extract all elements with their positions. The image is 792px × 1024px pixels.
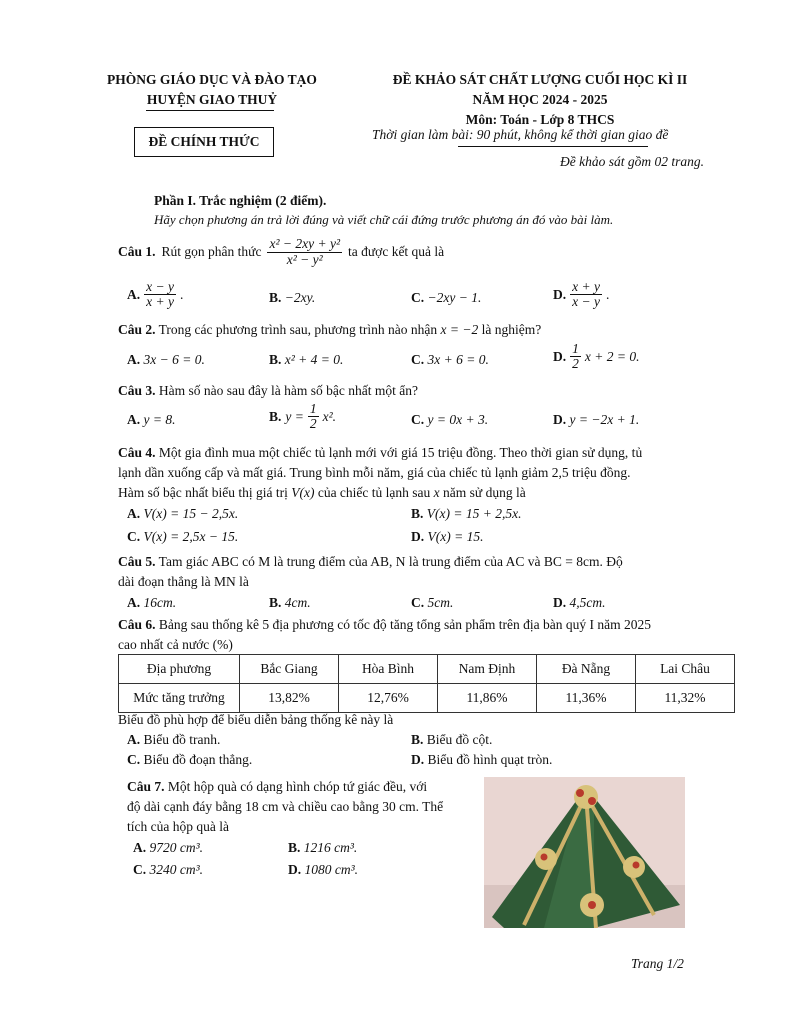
page-number: Trang 1/2 <box>631 956 684 971</box>
option-label: A. <box>127 732 141 747</box>
question-label: Câu 6. <box>118 617 156 632</box>
option-label: C. <box>127 752 141 767</box>
school-year: NĂM HỌC 2024 - 2025 <box>472 92 608 107</box>
department-line-1: PHÒNG GIÁO DỤC VÀ ĐÀO TẠO <box>107 72 317 87</box>
table-cell: Hòa Bình <box>339 655 438 684</box>
option-text: V(x) = 15 + 2,5x. <box>426 506 522 521</box>
option-c[interactable] <box>411 412 488 428</box>
option-text: 1216 cm³. <box>303 840 358 855</box>
question-6 <box>118 615 651 655</box>
question-variable: x <box>433 485 440 500</box>
option-c[interactable] <box>411 290 481 306</box>
question-line-1: Tam giác ABC có M là trung điểm của AB, N là trung điểm của AC và BC = 8cm. Độ <box>158 554 623 569</box>
option-b[interactable] <box>288 840 357 856</box>
question-line-1: Một hộp quà có dạng hình chóp tứ giác đều, với <box>167 779 428 794</box>
option-text: Biểu đồ tranh. <box>143 732 221 747</box>
option-label: A. <box>127 595 141 610</box>
option-label: D. <box>553 412 567 427</box>
option-text: 3x − 6 = 0. <box>143 352 205 367</box>
header-underline <box>146 110 274 111</box>
table-cell: Nam Định <box>438 655 537 684</box>
option-d[interactable] <box>288 862 358 878</box>
question-line-3: tích của hộp quà là <box>127 819 229 834</box>
option-c[interactable] <box>411 352 489 368</box>
table-cell: 11,36% <box>537 684 636 713</box>
bow-top <box>574 785 598 809</box>
question-label: Câu 3. <box>118 383 156 398</box>
question-condition: x = −2 <box>440 322 479 337</box>
berry <box>576 789 584 797</box>
fraction-numerator: x² − 2xy + y² <box>269 236 340 252</box>
subject: Môn: Toán - Lớp 8 THCS <box>465 112 615 127</box>
option-label: C. <box>411 412 425 427</box>
table-row <box>119 684 735 713</box>
question-line-1: Bảng sau thống kê 5 địa phương có tốc độ tăng tổng sản phẩm trên địa bàn quý I năm 2025 <box>158 617 652 632</box>
page-count: Đề khảo sát gồm 02 trang. <box>560 154 704 169</box>
table-cell: Đà Nẵng <box>537 655 636 684</box>
option-label: D. <box>411 529 425 544</box>
option-a[interactable] <box>127 506 238 522</box>
option-d[interactable] <box>553 342 639 371</box>
option-text: y = <box>285 408 304 424</box>
option-text: V(x) = 15. <box>427 529 484 544</box>
option-b[interactable] <box>269 352 343 368</box>
question-4 <box>118 443 690 503</box>
option-text: y = 8. <box>143 412 176 427</box>
fraction <box>570 280 602 309</box>
option-d[interactable] <box>553 595 606 611</box>
option-label: C. <box>411 595 425 610</box>
fraction-numerator: x − y <box>146 279 174 294</box>
question-3 <box>118 383 418 399</box>
fraction-denominator: 2 <box>309 416 317 432</box>
option-label: C. <box>127 529 141 544</box>
option-text: V(x) = 15 − 2,5x. <box>143 506 239 521</box>
option-b[interactable] <box>269 402 336 431</box>
question-line-2: lạnh dần xuống cấp và mất giá. Trung bình mỗi năm, giá của chiếc tủ lạnh giảm 2,5 triệu đồng. <box>118 465 631 480</box>
option-label: D. <box>553 286 567 302</box>
option-label: A. <box>127 286 141 302</box>
table-cell: Lai Châu <box>636 655 735 684</box>
option-a[interactable] <box>133 840 203 856</box>
option-a[interactable] <box>127 595 176 611</box>
fraction-numerator: 1 <box>309 401 317 416</box>
option-label: D. <box>288 862 302 877</box>
table-cell: 11,86% <box>438 684 537 713</box>
part-title: Phần I. Trắc nghiệm (2 điểm). <box>154 193 327 208</box>
option-text: Biểu đồ cột. <box>426 732 493 747</box>
option-label: D. <box>553 348 567 364</box>
option-label: B. <box>269 352 282 367</box>
question-line-2: dài đoạn thẳng là MN là <box>118 574 249 589</box>
table-cell: Mức tăng trưởng <box>119 684 240 713</box>
option-label: C. <box>411 352 425 367</box>
question-function: V(x) <box>291 485 315 500</box>
option-b[interactable] <box>269 595 311 611</box>
question-7 <box>127 777 443 837</box>
option-d[interactable] <box>411 752 552 768</box>
option-d[interactable] <box>411 529 483 545</box>
option-text: 9720 cm³. <box>149 840 204 855</box>
berry <box>588 901 596 909</box>
option-d[interactable] <box>553 412 639 428</box>
part-instruction: Hãy chọn phương án trả lời đúng và viết chữ cái đứng trước phương án đó vào bài làm. <box>154 212 614 227</box>
option-text: x² + 4 = 0. <box>284 352 344 367</box>
fraction <box>267 237 342 266</box>
official-badge: ĐỀ CHÍNH THỨC <box>134 127 274 157</box>
fraction-denominator: x² − y² <box>286 251 323 267</box>
question-2 <box>118 322 541 338</box>
question-text: Hàm số bậc nhất biểu thị giá trị <box>118 485 288 500</box>
option-a[interactable] <box>127 732 220 748</box>
question-6-after: Biểu đồ phù hợp để biểu diễn bảng thống kê này là <box>118 712 394 727</box>
question-text: năm sử dụng là <box>443 485 526 500</box>
option-label: A. <box>127 506 141 521</box>
fraction-denominator: 2 <box>572 356 579 372</box>
question-line-2: cao nhất cả nước (%) <box>118 637 233 652</box>
option-b[interactable] <box>411 732 492 748</box>
option-text: y = 0x + 3. <box>427 412 489 427</box>
exam-title-block <box>360 70 720 130</box>
option-label: C. <box>411 290 425 305</box>
question-text: Trong các phương trình sau, phương trình nào nhận <box>158 322 438 337</box>
question-1 <box>118 232 444 272</box>
option-text: 16cm. <box>143 595 177 610</box>
question-label: Câu 4. <box>118 445 156 460</box>
fraction <box>570 342 581 371</box>
question-line-1: Một gia đình mua một chiếc tủ lạnh mới với giá 15 triệu đồng. Theo thời gian sử dụng, tủ <box>158 445 643 460</box>
department-line-2: HUYỆN GIAO THUỶ <box>146 92 278 107</box>
question-line-2: độ dài cạnh đáy bằng 18 cm và chiều cao bằng 30 cm. Thể <box>127 799 444 814</box>
fraction <box>308 402 319 431</box>
question-text: của chiếc tủ lạnh sau <box>317 485 431 500</box>
option-b[interactable] <box>411 506 521 522</box>
fraction-denominator: x + y <box>146 294 174 310</box>
question-label: Câu 1. <box>118 244 156 259</box>
question-text: Rút gọn phân thức <box>161 244 262 259</box>
option-label: C. <box>133 862 147 877</box>
question-label: Câu 2. <box>118 322 156 337</box>
option-c[interactable] <box>133 862 203 878</box>
duration-underline <box>458 146 648 147</box>
option-c[interactable] <box>411 595 453 611</box>
option-text: 1080 cm³. <box>304 862 359 877</box>
option-a[interactable]: A. $\frac{x - y}{x + y}$ . <box>127 279 184 310</box>
option-text: V(x) = 2,5x − 15. <box>143 529 239 544</box>
option-b[interactable] <box>269 290 315 306</box>
table-header-row <box>119 655 735 684</box>
table-cell: Địa phương <box>119 655 240 684</box>
option-label: D. <box>553 595 567 610</box>
option-text: −2xy. <box>284 290 316 305</box>
option-c[interactable] <box>127 529 238 545</box>
option-label: A. <box>133 840 147 855</box>
exam-title: ĐỀ KHẢO SÁT CHẤT LƯỢNG CUỐI HỌC KÌ II <box>392 72 688 87</box>
table-cell: 12,76% <box>339 684 438 713</box>
question-label: Câu 7. <box>127 779 165 794</box>
option-label: B. <box>269 290 282 305</box>
option-label: B. <box>411 506 424 521</box>
question-text-after: là nghiệm? <box>481 322 542 337</box>
question-text-after: ta được kết quả là <box>348 244 445 259</box>
option-label: A. <box>127 412 141 427</box>
option-text: 5cm. <box>427 595 454 610</box>
berry <box>588 797 596 805</box>
option-text: x². <box>322 408 337 424</box>
option-text: Biểu đồ đoạn thẳng. <box>143 752 253 767</box>
option-text: y = −2x + 1. <box>569 412 640 427</box>
gift-box-image <box>484 777 685 928</box>
option-c[interactable] <box>127 752 252 768</box>
duration: Thời gian làm bài: 90 phút, không kể thời gian giao đề <box>372 127 669 142</box>
department-name <box>92 70 332 110</box>
option-label: B. <box>269 595 282 610</box>
statistics-table <box>118 654 735 713</box>
table-cell: Bắc Giang <box>240 655 339 684</box>
table-cell: 11,32% <box>636 684 735 713</box>
option-label: B. <box>288 840 301 855</box>
option-text: −2xy − 1. <box>427 290 482 305</box>
option-text: 3x + 6 = 0. <box>427 352 489 367</box>
option-text: 3240 cm³. <box>149 862 204 877</box>
question-label: Câu 5. <box>118 554 156 569</box>
fraction-denominator: x − y <box>572 294 600 310</box>
option-a[interactable] <box>127 352 205 368</box>
fraction-numerator: 1 <box>572 341 579 356</box>
option-label: B. <box>269 408 282 424</box>
option-label: B. <box>411 732 424 747</box>
question-text: Hàm số nào sau đây là hàm số bậc nhất một ẩn? <box>158 383 418 398</box>
option-text: x + 2 = 0. <box>584 348 640 364</box>
berry <box>633 862 640 869</box>
option-text: Biểu đồ hình quạt tròn. <box>427 752 553 767</box>
berry <box>541 854 548 861</box>
option-label: A. <box>127 352 141 367</box>
option-d[interactable]: D. $\frac{x + y}{x - y}$ . <box>553 279 610 310</box>
question-5 <box>118 552 623 592</box>
fraction <box>144 280 176 309</box>
option-text: 4,5cm. <box>569 595 606 610</box>
option-a[interactable] <box>127 412 175 428</box>
fraction-numerator: x + y <box>572 279 600 294</box>
option-label: D. <box>411 752 425 767</box>
option-text: 4cm. <box>284 595 311 610</box>
table-cell: 13,82% <box>240 684 339 713</box>
